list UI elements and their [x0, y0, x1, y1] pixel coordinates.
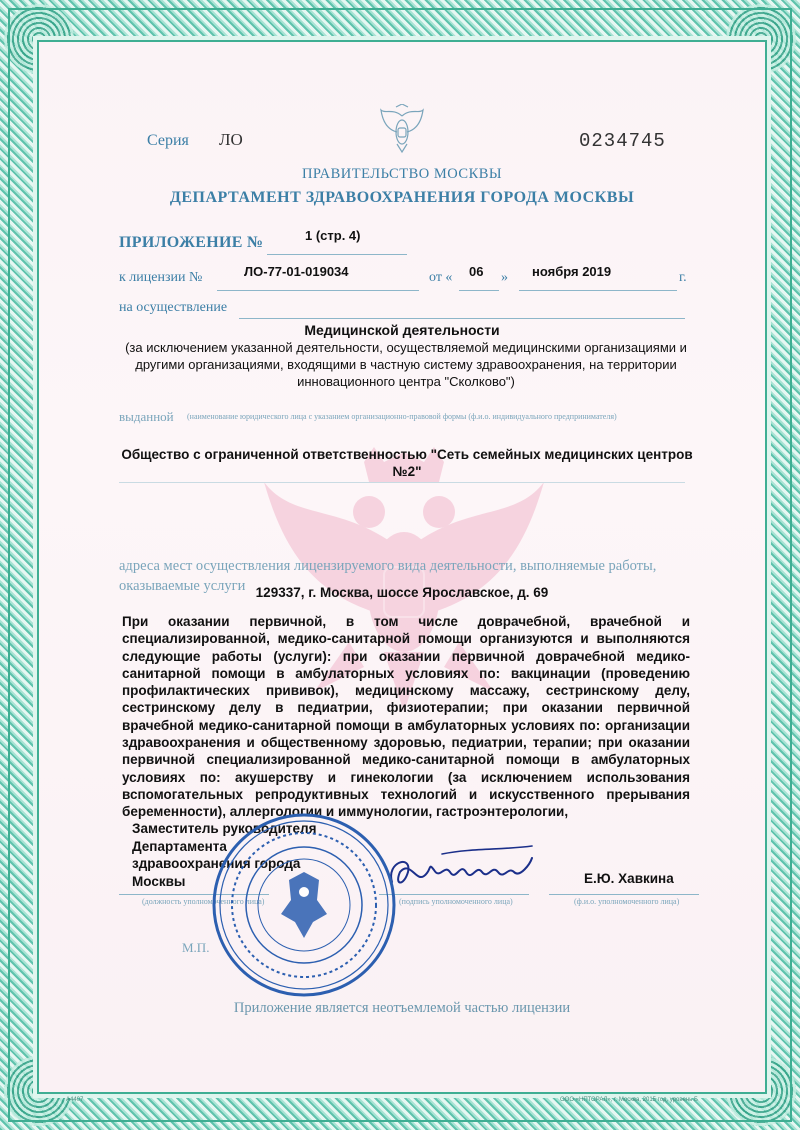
issued-caption: (наименование юридического лица с указанием организационно-правовой формы (ф.и.о. индивидуального предпринимателя) — [187, 412, 617, 421]
services-text: При оказании первичной, в том числе доврачебной, врачебной и специализированной, медико-санитарной помощи организуются и выполняются следующие работы (услуги): при оказании первичной доврачебной медико-санитарной помощи в амбулаторных условиях по: вакцинации (проведению профилактических прививок), медицинскому массажу, сестринскому делу, сестринскому делу в педиатрии, физиотерапии; при оказании первичной врачебной медико-санитарной помощи в амбулаторных условиях по: организации здравоохранения и общественному здоровью, педиатрии, терапии; при оказании первичной специализированной медико-санитарной помощи в амбулаторных условиях по: акушерству и гинекологии (за исключением использования вспомогательных репродуктивных технологий и искусственного прерывания беременности), аллергологии и иммунологии, гастроэнтерологии, — [122, 614, 690, 820]
license-day: 06 — [469, 264, 484, 279]
activity-label: на осуществление — [119, 300, 228, 315]
name-underline — [549, 894, 699, 895]
month-underline — [519, 290, 677, 291]
activity-description: (за исключением указанной деятельности, осуществляемой медицинскими организациями и другими организациями, входящими в частную систему здравоохранения, на территории инновационного центра "Сколково") — [125, 340, 687, 389]
address-label: адреса мест осуществления лицензируемого вида деятельности, выполняемые работы, оказываемые услуги — [119, 558, 657, 594]
document-body — [37, 40, 767, 1094]
license-number-underline — [217, 290, 419, 291]
issued-label: выданной — [119, 409, 174, 424]
activity-title: Медицинской деятельности — [304, 322, 500, 338]
address-value: 129337, г. Москва, шоссе Ярославское, д. 69 — [255, 585, 549, 600]
appendix-underline — [267, 254, 407, 255]
series-label: Серия — [147, 132, 189, 149]
organization-underline — [119, 482, 685, 483]
department-title: ДЕПАРТАМЕНТ ЗДРАВООХРАНЕНИЯ ГОРОДА МОСКВЫ — [169, 189, 635, 206]
form-number: 0234745 — [579, 130, 666, 152]
appendix-label: ПРИЛОЖЕНИЕ № — [119, 234, 264, 251]
government-title: ПРАВИТЕЛЬСТВО МОСКВЫ — [301, 166, 503, 182]
license-number: ЛО-77-01-019034 — [244, 264, 349, 279]
signer-position-line3: здравоохранения города — [132, 856, 301, 871]
day-underline — [459, 290, 499, 291]
position-caption: (должность уполномоченного лица) — [142, 897, 265, 906]
appendix-number: 1 (стр. 4) — [305, 228, 361, 243]
form-code-left: А4407 — [66, 1097, 84, 1103]
signer-position-line1: Заместитель руководителя — [132, 821, 317, 836]
year-suffix: г. — [679, 270, 687, 285]
series-value: ЛО — [219, 130, 243, 149]
license-month-year: ноября 2019 — [532, 264, 612, 279]
signer-position-line2: Департамента — [132, 838, 227, 854]
handwritten-signature — [382, 842, 542, 902]
official-round-stamp — [209, 810, 399, 1000]
date-from-label: от « — [429, 270, 453, 285]
license-label: к лицензии № — [119, 270, 203, 285]
seal-place-label: М.П. — [182, 940, 210, 955]
organization-name: Общество с ограниченной ответственностью "Сеть семейных медицинских центров №2" — [121, 447, 693, 479]
signature-caption: (подпись уполномоченного лица) — [399, 897, 513, 906]
signer-position-line4: Москвы — [132, 873, 186, 889]
printer-imprint: ООО «НПТОРАЛ», г. Москва, 2015 год, уровень Б — [560, 1097, 698, 1103]
date-close-quote: » — [501, 270, 508, 285]
name-caption: (ф.и.о. уполномоченного лица) — [574, 897, 680, 906]
activity-underline — [239, 318, 685, 319]
signer-name: Е.Ю. Хавкина — [584, 871, 674, 886]
appendix-note: Приложение является неотъемлемой частью лицензии — [233, 1000, 571, 1016]
coat-of-arms-icon — [379, 104, 425, 154]
